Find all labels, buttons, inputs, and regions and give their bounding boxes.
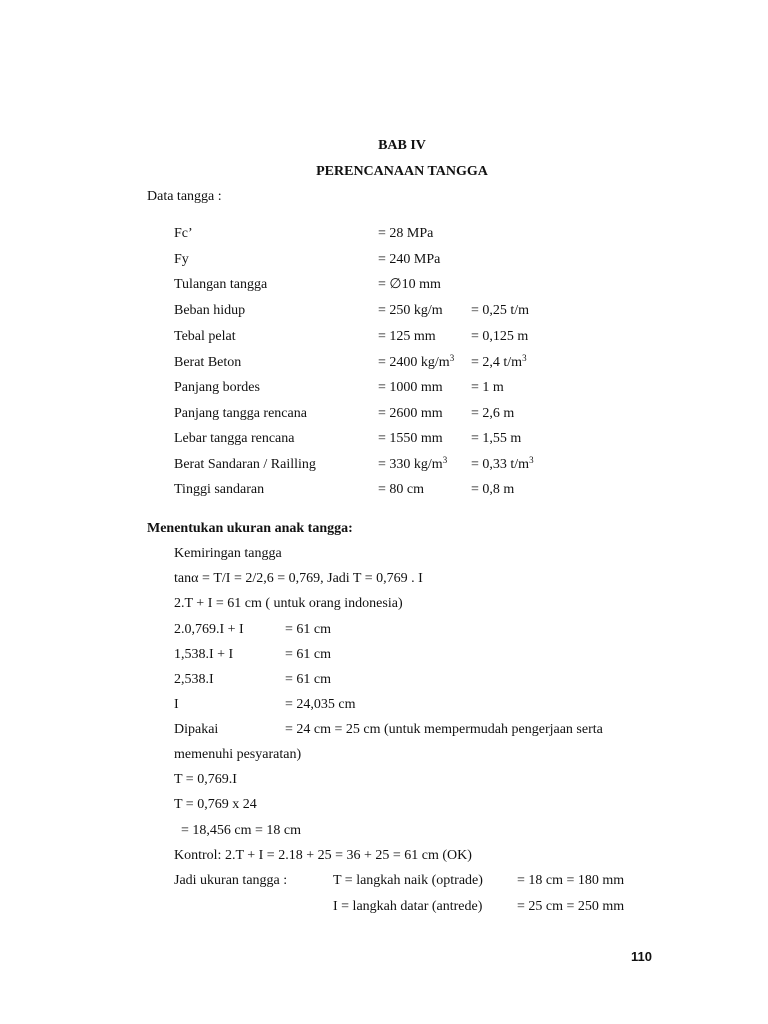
calc-left: 2,538.I [174, 672, 214, 687]
calc-right: = 24 cm = 25 cm (untuk mempermudah pengerjaan serta [285, 722, 603, 737]
data-row-alt: = 0,8 m [471, 482, 515, 497]
data-row-label: Fy [174, 252, 189, 267]
data-row-label: Tebal pelat [174, 329, 236, 344]
data-row-value: = ∅10 mm [378, 277, 441, 292]
calc-left: 2.0,769.I + I [174, 622, 244, 637]
data-row-label: Fc’ [174, 226, 193, 241]
data-row-value: = 125 mm [378, 329, 436, 344]
data-row-label: Berat Sandaran / Railling [174, 457, 316, 472]
data-row-value: = 240 MPa [378, 252, 441, 267]
data-row-alt: = 0,33 $t/m^3$ [471, 455, 534, 472]
data-row-label: Lebar tangga rencana [174, 431, 295, 446]
data-row-value: = 80 cm [378, 482, 424, 497]
chapter-number: BAB IV [378, 138, 426, 153]
result-value: = 18 cm = 180 mm [517, 873, 625, 888]
calc-right: = 61 cm [285, 622, 331, 637]
data-row-value: = 2400 $kg/m^3$ [378, 353, 455, 370]
data-row-label: Tinggi sandaran [174, 482, 265, 497]
data-row-alt: = 0,125 m [471, 329, 529, 344]
result-value: = 25 cm = 250 mm [517, 899, 625, 914]
result-name: T = langkah naik (optrade) [333, 873, 483, 888]
data-row-alt: = 1,55 m [471, 431, 522, 446]
data-row-label: Berat Beton [174, 355, 242, 370]
data-row-alt: = 2,6 m [471, 406, 515, 421]
text-line: 2.T + I = 61 cm ( untuk orang indonesia) [174, 596, 403, 611]
data-intro: Data tangga : [147, 189, 222, 204]
data-row-label: Tulangan tangga [174, 277, 268, 292]
calc-left: 1,538.I + I [174, 647, 234, 662]
text-line: memenuhi pesyaratan) [174, 747, 302, 762]
section-heading: Menentukan ukuran anak tangga: [147, 521, 353, 536]
calc-right: = 61 cm [285, 672, 331, 687]
data-row-value: = 1000 mm [378, 380, 443, 395]
data-row-value: = 28 MPa [378, 226, 434, 241]
text-line: T = 0,769 x 24 [174, 797, 257, 812]
page-number: 110 [631, 949, 652, 964]
calc-left: Dipakai [174, 722, 219, 737]
data-row-label: Panjang tangga rencana [174, 406, 307, 421]
result-intro: Jadi ukuran tangga : [174, 873, 288, 888]
text-line: T = 0,769.I [174, 772, 237, 787]
data-row-alt: = 1 m [471, 380, 504, 395]
text-line: tanα = T/I = 2/2,6 = 0,769, Jadi T = 0,769 . I [174, 571, 423, 586]
data-row-label: Beban hidup [174, 303, 246, 318]
text-line: = 18,456 cm = 18 cm [174, 823, 301, 838]
chapter-title: PERENCANAAN TANGGA [316, 164, 488, 179]
data-row-alt: = 0,25 t/m [471, 303, 530, 318]
calc-right: = 61 cm [285, 647, 331, 662]
data-row-alt: = 2,4 $t/m^3$ [471, 353, 527, 370]
data-row-value: = 250 kg/m [378, 303, 443, 318]
text-line: Kontrol: 2.T + I = 2.18 + 25 = 36 + 25 = 61 cm (OK) [174, 848, 472, 863]
calc-right: = 24,035 cm [285, 697, 356, 712]
data-row-value: = 330 $kg/m^3$ [378, 455, 448, 472]
text-line: Kemiringan tangga [174, 546, 282, 561]
calc-left: I [174, 697, 179, 712]
data-row-value: = 2600 mm [378, 406, 443, 421]
result-name: I = langkah datar (antrede) [333, 899, 483, 914]
data-row-label: Panjang bordes [174, 380, 260, 395]
data-row-value: = 1550 mm [378, 431, 443, 446]
